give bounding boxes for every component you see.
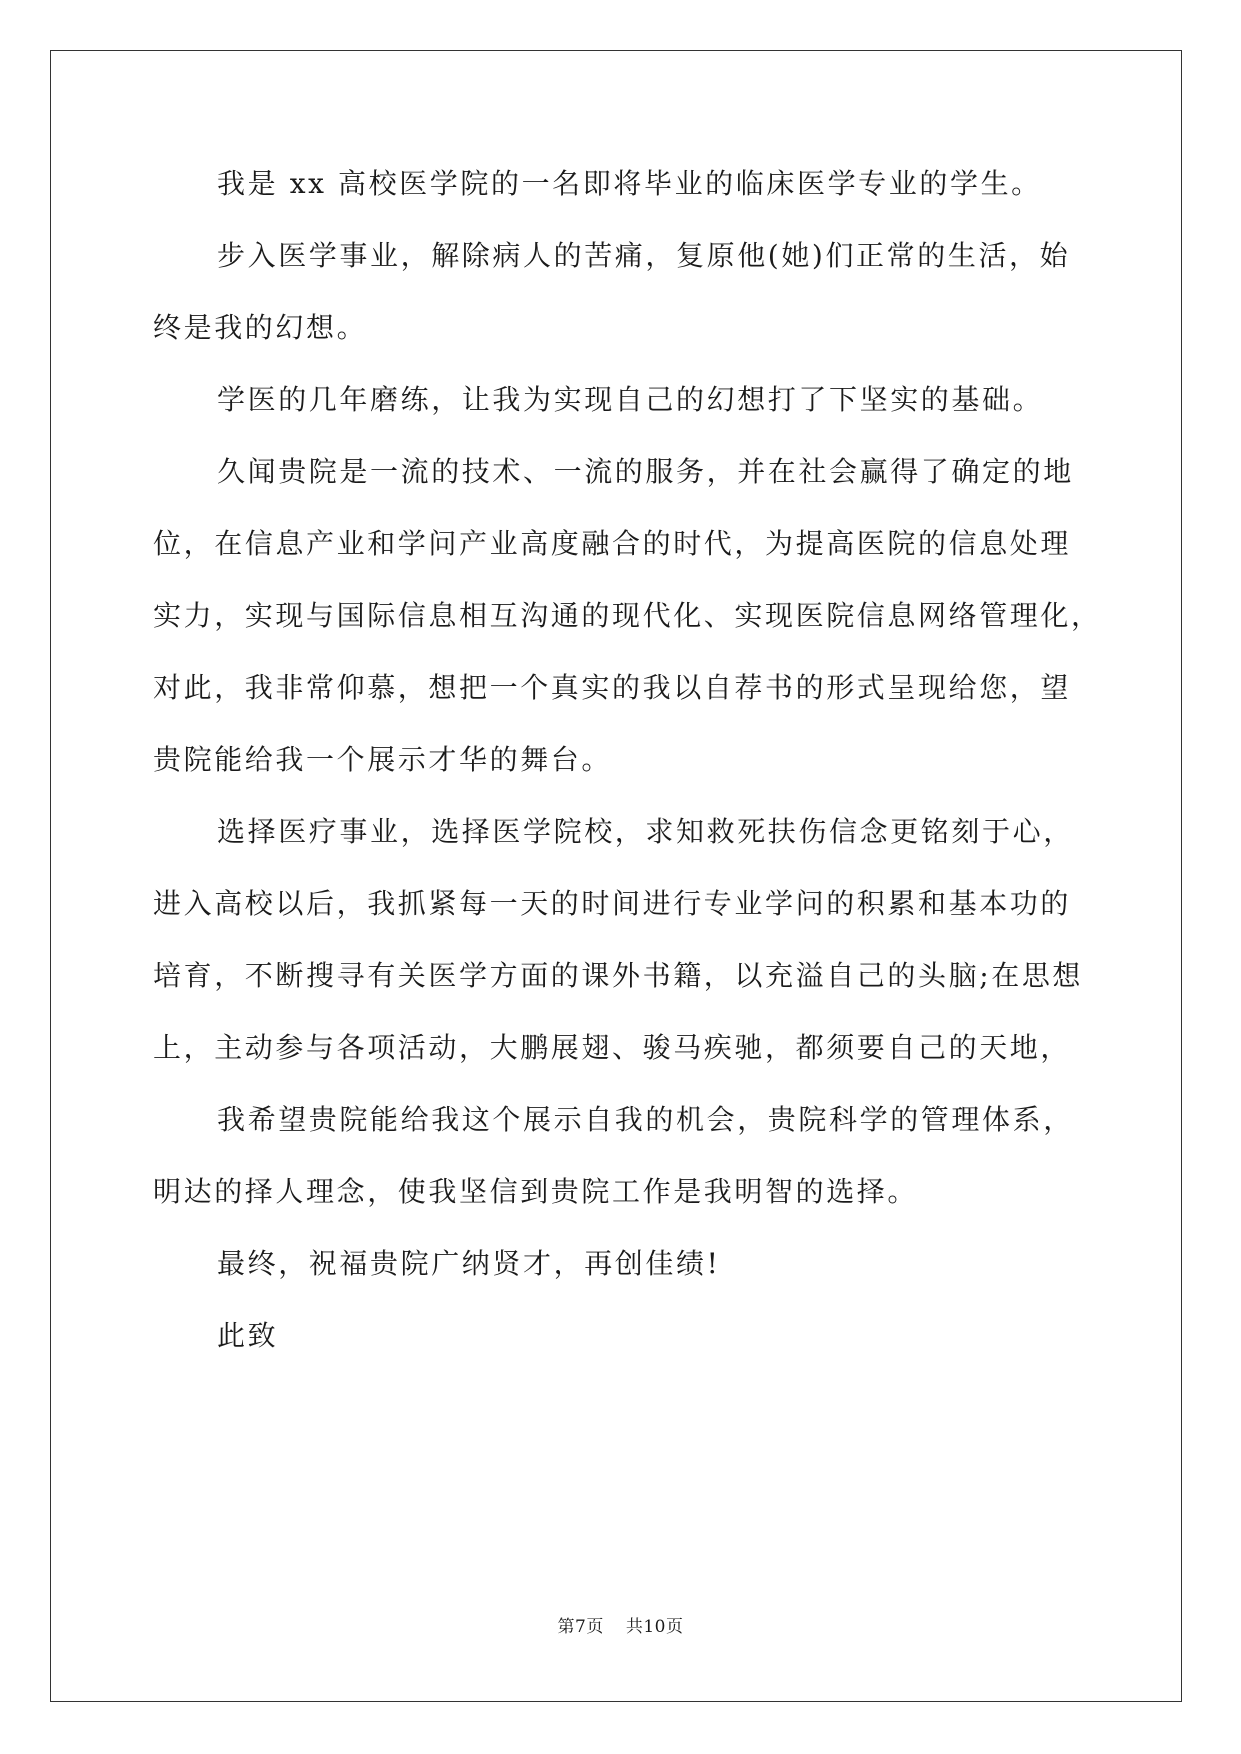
text-line: 实力，实现与国际信息相互沟通的现代化、实现医院信息网络管理化， bbox=[153, 599, 1102, 632]
text-line: 学医的几年磨练，让我为实现自己的幻想打了下坚实的基础。 bbox=[217, 383, 1044, 416]
paragraph-hope bbox=[153, 1096, 1088, 1216]
text-line: 此致 bbox=[217, 1319, 279, 1352]
text-line: 我希望贵院能给我这个展示自我的机会，贵院科学的管理体系， bbox=[217, 1103, 1074, 1136]
text-line: 选择医疗事业，选择医学院校，求知救死扶伤信念更铭刻于心， bbox=[217, 815, 1074, 848]
text-line: 步入医学事业，解除病人的苦痛，复原他(她)们正常的生活，始 bbox=[217, 239, 1071, 272]
paragraph-study bbox=[153, 808, 1088, 1072]
text-line: 对此，我非常仰慕，想把一个真实的我以自荐书的形式呈现给您，望 bbox=[153, 671, 1072, 704]
text-line: 培育，不断搜寻有关医学方面的课外书籍，以充溢自己的头脑;在思想 bbox=[153, 959, 1084, 992]
paragraph-training bbox=[153, 376, 1088, 424]
document-body bbox=[153, 160, 1102, 1384]
text-line: 进入高校以后，我抓紧每一天的时间进行专业学问的积累和基本功的 bbox=[153, 887, 1072, 920]
text-line: 位，在信息产业和学问产业高度融合的时代，为提高医院的信息处理 bbox=[153, 527, 1072, 560]
page-number: 第7页 bbox=[557, 1617, 604, 1637]
text-line: 我是 xx 高校医学院的一名即将毕业的临床医学专业的学生。 bbox=[217, 167, 1042, 200]
text-line: 终是我的幻想。 bbox=[153, 311, 368, 344]
text-line: 最终，祝福贵院广纳贤才，再创佳绩! bbox=[217, 1247, 721, 1280]
text-line: 贵院能给我一个展示才华的舞台。 bbox=[153, 743, 613, 776]
paragraph-salutation bbox=[153, 1312, 1088, 1360]
paragraph-hospital bbox=[153, 448, 1102, 784]
text-line: 久闻贵院是一流的技术、一流的服务，并在社会赢得了确定的地 bbox=[217, 455, 1074, 488]
paragraph-closing bbox=[153, 1240, 1088, 1288]
page-total: 共10页 bbox=[625, 1617, 684, 1637]
paragraph-intro bbox=[153, 160, 1088, 208]
text-line: 上，主动参与各项活动，大鹏展翅、骏马疾驰，都须要自己的天地， bbox=[153, 1031, 1072, 1064]
paragraph-aspiration bbox=[153, 232, 1088, 352]
text-line: 明达的择人理念，使我坚信到贵院工作是我明智的选择。 bbox=[153, 1175, 919, 1208]
page-footer bbox=[0, 1612, 1241, 1637]
